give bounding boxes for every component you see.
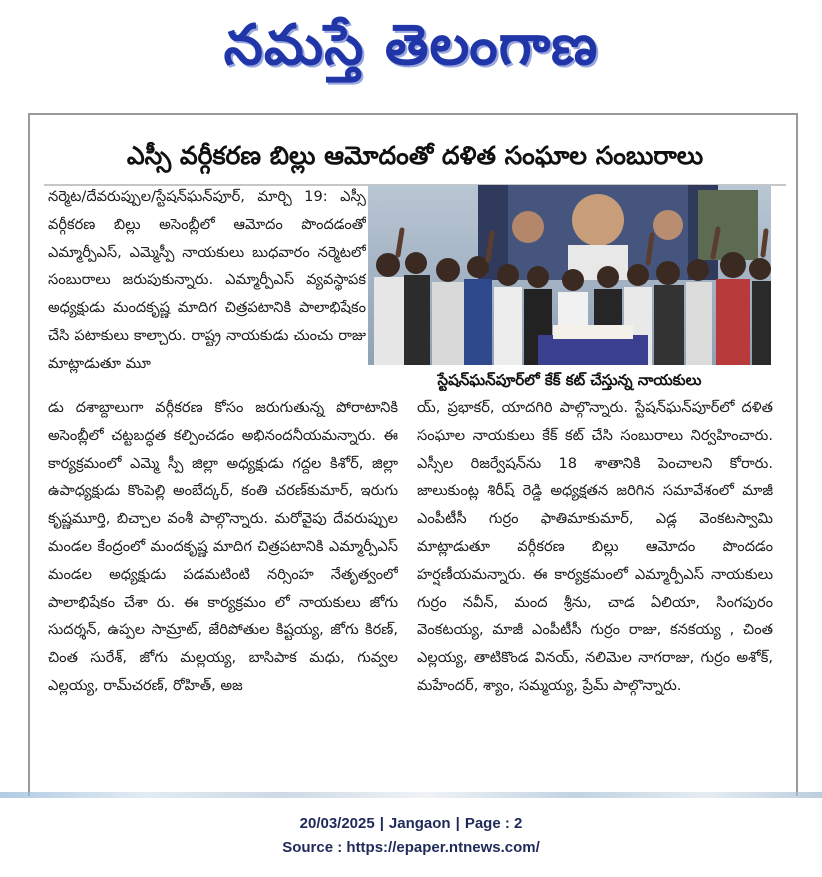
article-column-right: య్, ప్రభాకర్, యాదగిరి పాల్గొన్నారు. స్టేషన్‌ఘన్‌పూర్‌లో దళిత సంఘాల నాయకులు కేక్ కట్ చేసి సంబురాలు నిర్వహించారు. ఎస్సీల రిజర్వేషన్‌ను 18 శాతానికి పెంచాలని కోరారు. జాలుకుంట్ల శిరీష్ రెడ్డి అధ్యక్షతన జరిగిన సమావేశంలో మాజీ ఎంపీటీసీ గుర్రం ఫాతిమాకుమార్, ఎడ్ల వెంకటస్వామి మాట్లాడుతూ వర్గీకరణ బిల్లు ఆమోదం పొందడం హర్షణీయమన్నారు. ఈ కార్యక్రమంలో ఎమ్మార్పీఎస్ నాయకులు గుర్రం నవీన్, మంద శ్రీను, చాడ ఏలియా, సింగపురం వెంకటయ్య, మాజీ ఎంపీటీసీ గుర్రం రాజు, కనకయ్య , చింత ఎల్లయ్య, తాటికొండ వినయ్, నలిమెల నాగరాజు, గుర్రం అశోక్, మహేందర్, శ్యాం, సమ్మయ్య, ప్రేమ్ పాల్గొన్నారు.	[417, 399, 773, 694]
footer-source: Source : https://epaper.ntnews.com/	[282, 839, 540, 856]
footer-page: Page : 2	[464, 815, 523, 832]
news-photo	[368, 185, 771, 365]
footer-edition: Jangaon	[388, 815, 451, 832]
photo-caption: స్టేషన్‌ఘన్‌పూర్‌లో కేక్ కట్ చేస్తున్న నాయకులు	[437, 371, 702, 389]
masthead	[0, 0, 822, 104]
article-column-left-top: నర్మెట/దేవరుప్పుల/స్టేషన్‌ఘన్‌పూర్, మార్చి 19: ఎస్సీ వర్గీకరణ బిల్లు అసెంబ్లీలో ఆమోదం పొందడంతో ఎమ్మార్పీఎస్, ఎమ్మెస్పీ నాయకులు బుధవారం నర్మెటలో సంబురాలు జరుపుకున్నారు. ఎమ్మార్పీఎస్ వ్యవస్థాపక అధ్యక్షుడు మందకృష్ణ మాదిగ చిత్రపటానికి పాలాభిషేకం చేసి పటాకులు కాల్చారు. రాష్ట్ర నాయకుడు చుంచు రాజు మాట్లాడుతూ మూ	[48, 188, 366, 372]
article-headline: ఎస్సీ వర్గీకరణ బిల్లు ఆమోదంతో దళిత సంఘాల సంబురాలు	[126, 141, 704, 170]
page-edge-strip	[0, 792, 822, 798]
footer-date: 20/03/2025	[299, 815, 375, 832]
news-clipping	[28, 113, 798, 796]
clipping-footer	[0, 812, 822, 860]
article-column-left-bottom: డు దశాబ్దాలుగా వర్గీకరణ కోసం జరుగుతున్న పోరాటానికి అసెంబ్లీలో చట్టబద్ధత కల్పించడం అభినందనీయమన్నారు. ఈ కార్యక్రమంలో ఎమ్మె స్పీ జిల్లా అధ్యక్షుడు గద్దల కిశోర్, జిల్లా ఉపాధ్యక్షుడు కొంపెల్లి అంబేద్కర్, కంతి చరణ్‌కుమార్, ఇరుగు కృష్ణమూర్తి, బిచ్చాల వంశీ పాల్గొన్నారు. మరోవైపు దేవరుప్పుల మండల కేంద్రంలో మందకృష్ణ మాదిగ చిత్రపటానికి ఎమ్మార్పీఎస్ మండల అధ్యక్షుడు పడమటింటి నర్సింహ నేతృత్వంలో పాలాభిషేకం చేశా రు. ఈ కార్యక్రమం లో నాయకులు జోగు సుదర్శన్, ఉప్పల సామ్రాట్, జేరిపోతుల కిష్టయ్య, జోగు కిరణ్, చింత సురేశ్, జోగు మల్లయ్య, బాసిపాక మధు, గువ్వల ఎల్లయ్య, రామ్‌చరణ్, రోహిత్, అజ	[48, 399, 398, 694]
newspaper-logo-title: నమస్తే తెలంగాణ	[223, 12, 599, 78]
footer-meta-line: 20/03/2025 | Jangaon | Page : 2	[299, 815, 523, 832]
